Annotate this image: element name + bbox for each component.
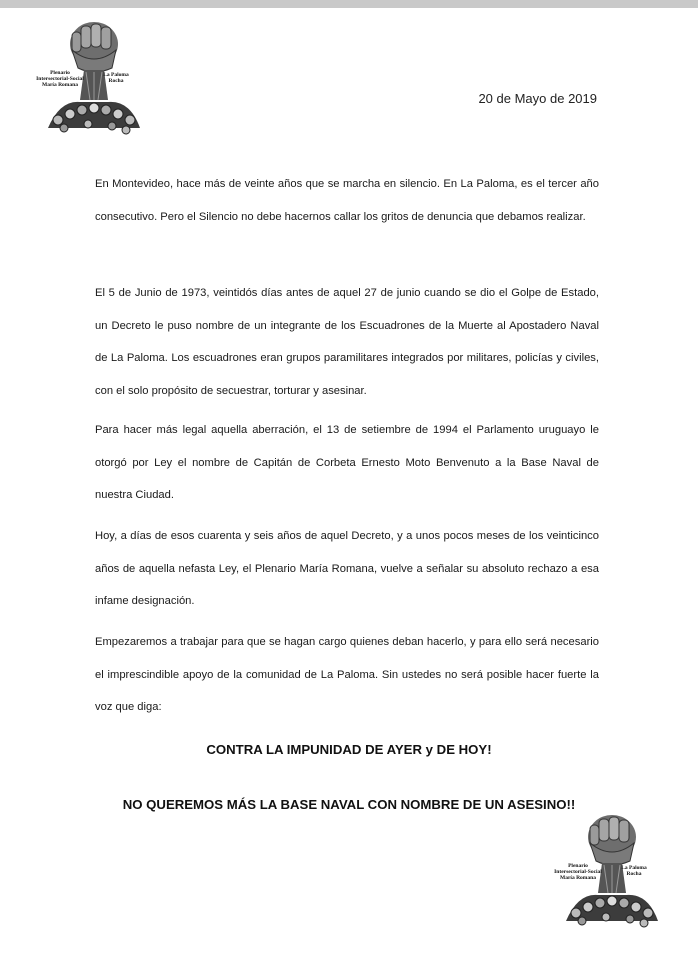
headline-naval-base: NO QUEREMOS MÁS LA BASE NAVAL CON NOMBRE DE UN ASESINO!! [122, 797, 576, 812]
paragraph-4: Hoy, a días de esos cuarenta y seis años de aquel Decreto, y a unos pocos meses de los veinticinco años de aquella nefasta Ley, el Plenario María Romana, vuelve a señalar su absoluto rechazo a esa infame designación. [95, 530, 599, 607]
logo-right-caption: La Paloma Rocha [621, 865, 647, 877]
top-gray-bar [0, 0, 698, 8]
logo-left-caption: Plenario Intersectorial-Social María Romana [36, 70, 84, 88]
paragraph-3: Para hacer más legal aquella aberración, el 13 de setiembre de 1994 el Parlamento uruguayo le otorgó por Ley el nombre de Capitán de Corbeta Ernesto Moto Benvenuto a la Base Naval de nuestra Ciudad. [95, 424, 599, 501]
organization-logo-bottom [554, 803, 666, 929]
paragraph-2: El 5 de Junio de 1973, veintidós días antes de aquel 27 de junio cuando se dio el Golpe de Estado, un Decreto le puso nombre de un integrante de los Escuadrones de la Muerte al Apostadero Naval de La Paloma. Los escuadrones eran grupos paramilitares integrados por militares, policías y civiles, con el solo propósito de secuestrar, torturar y asesinar. [95, 287, 599, 397]
logo-right-caption: La Paloma Rocha [103, 72, 129, 84]
headline-impunity: CONTRA LA IMPUNIDAD DE AYER y DE HOY! [206, 742, 492, 757]
organization-logo [36, 10, 148, 136]
paragraph-1: En Montevideo, hace más de veinte años que se marcha en silencio. En La Paloma, es el tercer año consecutivo. Pero el Silencio no debe hacernos callar los gritos de denuncia que debamos realizar. [95, 178, 599, 223]
paragraph-5: Empezaremos a trabajar para que se hagan cargo quienes deban hacerlo, y para ello será necesario el imprescindible apoyo de la comunidad de La Paloma. Sin ustedes no será posible hacer fuerte la voz que diga: [95, 636, 599, 713]
letter-date: 20 de Mayo de 2019 [478, 91, 597, 106]
logo-left-caption: Plenario Intersectorial-Social María Romana [554, 863, 602, 881]
